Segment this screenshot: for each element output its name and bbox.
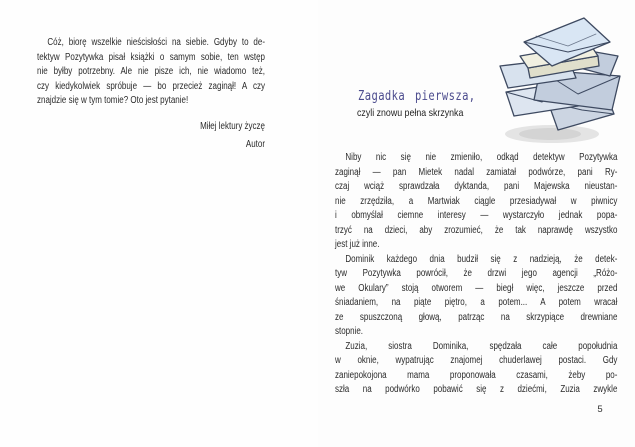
text-line: nie byłby potrzebny. Ale nie pisze ich, nie wiadomo też,	[37, 66, 265, 77]
text-line: Zuzia, siostra Dominika, spędzała całe popołudnia	[345, 340, 618, 352]
text-line: znajdzie się w tym tomie? Oto jest pytanie!	[37, 95, 189, 106]
text-line: ze spuszczoną głową, patrząc na skrzypiące drewniane	[335, 311, 618, 323]
envelopes-stack-icon	[490, 16, 628, 148]
text-line: śniadaniem, na piąte piętro, a potem... A potem wracał	[335, 297, 618, 308]
text-line: stopnie.	[335, 326, 364, 337]
paragraph	[335, 253, 617, 340]
text-line: szła na podwórko pobawić się z dziećmi, Zuzia zwykle	[335, 384, 618, 395]
intro-paragraphs	[37, 36, 265, 109]
text-line: Niby nic się nie zmieniło, odkąd detektyw Pozytywka	[345, 152, 618, 163]
text-line: czaj wciąż sprawdzała dyktanda, pani Majewska nieustan-	[335, 181, 618, 192]
text-line: czy kiedykolwiek spróbuje — bo przecież zaginął! A czy	[37, 80, 265, 92]
text-line: jest już inne.	[335, 239, 380, 250]
chapter-body-paragraphs	[335, 151, 617, 398]
signature-author: Autor	[245, 138, 265, 150]
right-page	[318, 0, 635, 447]
author-signature	[37, 118, 265, 154]
text-line: Cóż, biorę wszelkie nieścisłości na siebie. Gdyby to de-	[47, 37, 266, 48]
text-line: we Okulary” stoją otworem — biegł więc, jeszcze przed	[335, 282, 618, 294]
chapter-title: Zagadka pierwsza,	[358, 88, 476, 104]
paragraph	[335, 340, 617, 398]
text-line: trzyć na dzieci, aby zrozumieć, że tak naprawdę wszystko	[335, 224, 618, 236]
chapter-subtitle: czyli znowu pełna skrzynka	[357, 107, 464, 119]
text-line: zaginął — pan Mietek nadal zamiatał podwórze, pani Ry-	[335, 166, 618, 178]
text-line: tektyw Pozytywka pisał książki o samym sobie, ten wstęp	[37, 51, 265, 63]
text-line: nie zrzędziła, a Martwiak ciągle przesiadywał w piwnicy	[335, 195, 618, 207]
signature-wish: Miłej lektury życzę	[200, 120, 265, 132]
text-line: zaniepokojona mama proponowała czasami, żeby po-	[335, 369, 618, 381]
text-line: Dominik każdego dnia budził się z nadzieją, że detek-	[345, 253, 618, 265]
paragraph	[37, 36, 265, 109]
left-page-text-column	[37, 36, 265, 154]
page-number: 5	[597, 404, 603, 415]
paragraph	[335, 151, 617, 253]
right-page-text-column	[335, 151, 617, 398]
text-line: w oknie, wypatrując znajomej chuderlawej postaci. Gdy	[335, 355, 618, 366]
text-line: i obmyślał ciemne interesy — wystarczyło jednak popa-	[335, 210, 618, 221]
envelopes-stack-illustration	[490, 16, 628, 148]
text-line: tyw Pozytywka powrócił, że drzwi jego agencji „Różo-	[335, 268, 618, 279]
